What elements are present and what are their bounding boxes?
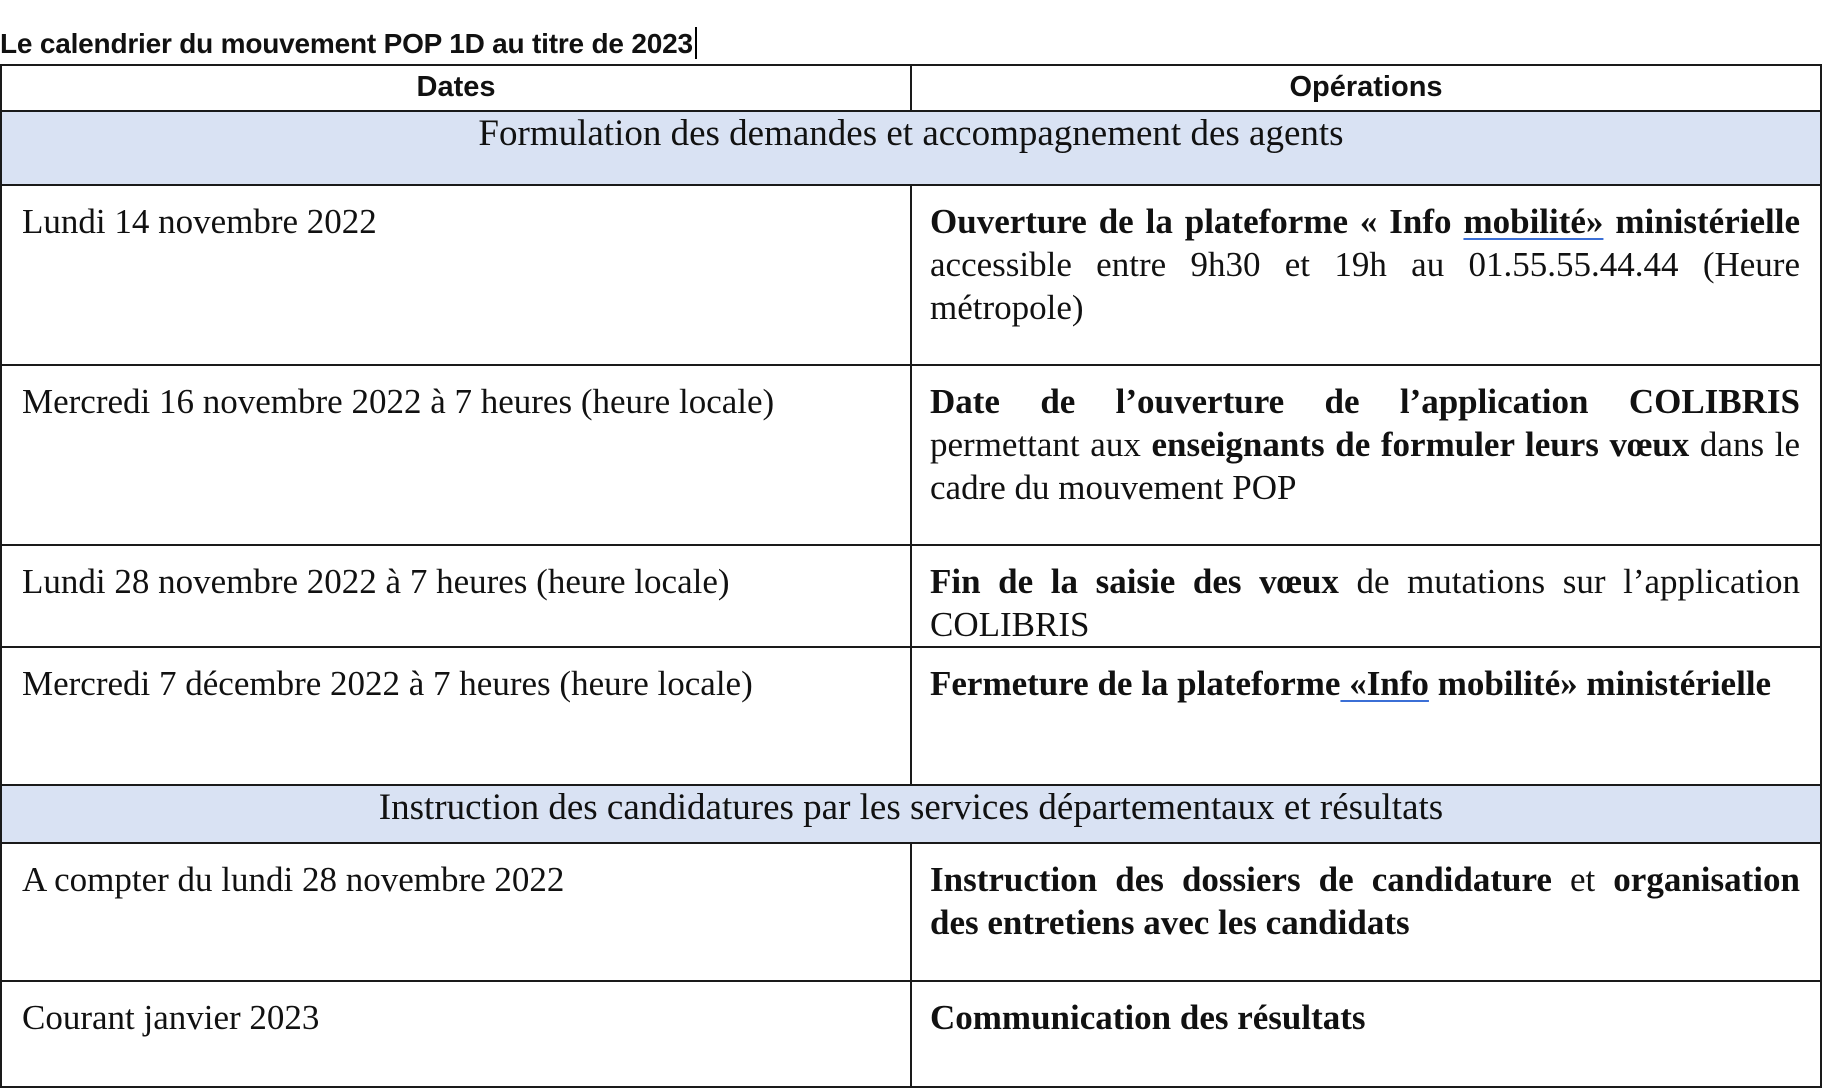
- table-row: [1, 365, 1821, 545]
- operation-bold-text: Communication des résultats: [930, 998, 1366, 1037]
- header-operations: Opérations: [911, 65, 1821, 111]
- text-cursor: [695, 27, 697, 59]
- date-cell: Mercredi 7 décembre 2022 à 7 heures (heure locale): [1, 647, 911, 785]
- table-row: [1, 843, 1821, 981]
- table-row: [1, 185, 1821, 365]
- date-cell: Courant janvier 2023: [1, 981, 911, 1087]
- section-row-instruction: [1, 785, 1821, 843]
- section-title-instruction: Instruction des candidatures par les services départementaux et résultats: [1, 785, 1821, 843]
- operation-bold-text: enseignants de formuler leurs vœux: [1151, 425, 1690, 464]
- operation-bold-text: Fermeture de la plateforme: [930, 664, 1341, 703]
- table-row: [1, 981, 1821, 1087]
- date-cell: A compter du lundi 28 novembre 2022: [1, 843, 911, 981]
- operation-cell: [911, 647, 1821, 785]
- operation-bold-text: Instruction des dossiers de candidature: [930, 860, 1552, 899]
- date-cell: Lundi 14 novembre 2022: [1, 185, 911, 365]
- operation-cell: [911, 365, 1821, 545]
- table-header-row: [1, 65, 1821, 111]
- operation-cell: [911, 981, 1821, 1087]
- operation-bold-text: organisation des entretiens avec les candidats: [930, 860, 1800, 942]
- operation-bold-text: ministérielle: [1603, 202, 1800, 241]
- section-row-formulation: [1, 111, 1821, 185]
- date-cell: Lundi 28 novembre 2022 à 7 heures (heure locale): [1, 545, 911, 647]
- document-title: [0, 26, 697, 62]
- operation-text: de mutations sur l’application COLIBRIS: [930, 562, 1800, 644]
- operation-cell: [911, 185, 1821, 365]
- operation-bold-text: Ouverture de la plateforme « Info: [930, 202, 1464, 241]
- header-dates: Dates: [1, 65, 911, 111]
- operation-cell: [911, 843, 1821, 981]
- operation-text: permettant aux: [930, 425, 1152, 464]
- document-title-text: Le calendrier du mouvement POP 1D au titre de 2023: [0, 28, 693, 59]
- operation-bold-text: Fin de la saisie des vœux: [930, 562, 1339, 601]
- operation-text: et: [1551, 860, 1614, 899]
- operation-bold-text: mobilité» ministérielle: [1428, 664, 1772, 703]
- operation-text: accessible entre 9h30 et 19h au 01.55.55.44.44 (Heure métropole): [930, 245, 1800, 327]
- operation-cell: [911, 545, 1821, 647]
- operation-bold-text: Date de l’ouverture de l’application COLIBRIS: [930, 382, 1800, 421]
- table-row: [1, 647, 1821, 785]
- calendar-table: [0, 64, 1822, 1088]
- operation-underlined-text: «Info: [1340, 664, 1429, 703]
- operation-text: dans le cadre du mouvement POP: [930, 425, 1800, 507]
- section-title-formulation: Formulation des demandes et accompagnement des agents: [1, 111, 1821, 185]
- operation-underlined-text: mobilité»: [1463, 202, 1604, 241]
- date-cell: Mercredi 16 novembre 2022 à 7 heures (heure locale): [1, 365, 911, 545]
- table-row: [1, 545, 1821, 647]
